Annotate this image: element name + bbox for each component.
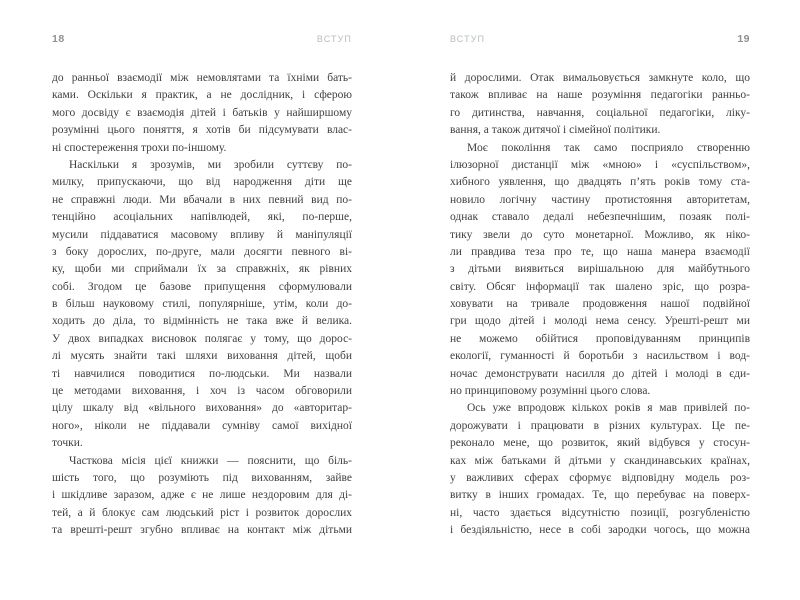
text-line: точки. <box>52 437 83 450</box>
text-line: го дитинства, навчання, соціальної педагогіки, ліку- <box>450 106 750 119</box>
paragraph <box>450 70 750 140</box>
text-line: ілюзорної дистанції між «мною» і «суспільством», <box>450 158 750 171</box>
page-left <box>52 33 352 600</box>
paragraph <box>450 140 750 401</box>
text-line: Наскільки я зрозумів, ми зробили суттєву по- <box>69 158 352 171</box>
text-line: ні спостереження трохи по-іншому. <box>52 141 227 154</box>
text-line: ку, щоби ми сприймали їх за справжніх, як рівних <box>52 263 352 276</box>
text-line: вання, а також дитячої і сімейної політики. <box>450 124 661 137</box>
text-line: реконало мене, що розвиток, який відбувся у стосун- <box>450 437 750 450</box>
text-line: екології, гуманності й боротьби з насильством і вод- <box>450 350 750 363</box>
text-line: і шкідливе заразом, адже є не лише нездоровим для ді- <box>52 489 352 502</box>
text-line: ного», ніколи не піддавали сумніву самої вихідної <box>52 419 352 432</box>
text-line: гри щодо дітей і молоді нема сенсу. Урешті-решт ми <box>450 315 750 328</box>
text-line: мого досвіду є взаємодія дітей і батьків у найширшому <box>52 106 352 119</box>
text-line: тей, а й блокує сам людський ріст і розвиток дорослих <box>52 506 352 519</box>
paragraph <box>450 400 750 539</box>
text-line: дорожувати і працювати в різних культурах. Це пе- <box>450 419 750 432</box>
text-line: ходить до діла, то відмінність не така вже й велика. <box>52 315 352 328</box>
text-line: ли правдива теза про те, що наша манера взаємодії <box>450 245 750 258</box>
page-number: 18 <box>52 33 65 45</box>
text-line: но принциповому розумінні цього слова. <box>450 385 651 398</box>
text-line: собі. Згодом це базове припущення сформулювали <box>52 280 352 293</box>
text-line: розумінні цього поняття, я хотів би підсумувати влас- <box>52 124 352 137</box>
text-line: ті навчилися поводитися по-людськи. Ми назвали <box>52 367 352 380</box>
text-line: ками. Оскільки я практик, а не дослідник, і сферою <box>52 89 352 102</box>
text-line: милку, припускаючи, що від народження діти ще <box>52 176 352 189</box>
running-head: ВСТУП <box>450 34 486 44</box>
text-line: також впливає на наше розуміння педагогіки ранньо- <box>450 89 750 102</box>
paragraph <box>52 453 352 540</box>
text-line: і бездіяльністю, несе в собі зародки чогось, що можна <box>450 524 750 537</box>
text-line: лі мусять знайти такі шляхи виховання дітей, щоби <box>52 350 352 363</box>
text-line: світу. Обсяг інформації так шалено зріс, що розра- <box>450 280 750 293</box>
page-right <box>450 33 750 600</box>
text-line: ках між батьками й дітьми у скандинавських країнах, <box>450 454 750 467</box>
paragraph <box>52 70 352 157</box>
text-line: до ранньої взаємодії між немовлятами та їхніми бать- <box>52 72 352 84</box>
text-line: тенційно асоціальних напівлюдей, які, по-перше, <box>52 211 352 224</box>
text-line: з дітьми виявиться вирішальною для майбутнього <box>450 263 750 276</box>
text-line: Ось уже впродовж кількох років я мав привілей по- <box>467 402 750 415</box>
text-line: тику звели до суто монетарної. Можливо, як ніко- <box>450 228 750 241</box>
paragraph <box>52 157 352 453</box>
text-line: У двох випадках висновок полягає у тому, що дорос- <box>52 332 352 345</box>
page-number: 19 <box>737 33 750 45</box>
text-line: витку в інших громадах. Те, що перебуває на поверх- <box>450 489 750 502</box>
text-line: з боку дорослих, по-друге, мали досягти певного ві- <box>52 245 352 258</box>
text-line: ховувати на тривале продовження нашої подвійної <box>450 298 750 311</box>
text-line: мусили піддаватися масовому впливу й маніпуляції <box>52 228 352 241</box>
text-line: новило логічну частину протистояння авторитетам, <box>450 193 750 206</box>
text-line: хибного уявлення, що двадцять п’ять років тому ста- <box>450 176 750 189</box>
text-line: цілу шкалу від «вільного виховання» до «авторитар- <box>52 402 352 415</box>
text-line: Часткова місія цієї книжки — пояснити, що біль- <box>69 454 352 467</box>
text-line: ночас демонструвати насилля до дітей і молоді в єди- <box>450 367 750 380</box>
text-line: Моє покоління так само посприяло створенню <box>467 141 750 154</box>
text-line: шість того, що розуміють під вихованням, зайве <box>52 471 352 484</box>
text-line: у важливих сферах сформує відповідну модель роз- <box>450 471 750 484</box>
page-body <box>52 70 352 540</box>
text-line: й дорослими. Отак вимальовується замкнуте коло, що <box>450 72 750 84</box>
page-body <box>450 70 750 540</box>
text-line: однак ставало дедалі небезпечнішим, позаяк полі- <box>450 211 750 224</box>
text-line: не справжні люди. Ми вбачали в них певний вид по- <box>52 193 352 206</box>
running-head: ВСТУП <box>316 34 352 44</box>
text-line: в більш науковому стилі, популярніше, утім, коли до- <box>52 298 352 311</box>
text-line: та врешті-решт згубно впливає на контакт між дітьми <box>52 524 352 537</box>
text-line: ні, часто здається відсутністю позиції, розгубленістю <box>450 506 750 519</box>
page-header <box>450 33 750 46</box>
text-line: не можемо обійтися проповідуванням принципів <box>450 332 750 345</box>
text-line: це методами виховання, і хоч із часом обговорили <box>52 385 352 398</box>
page-header <box>52 33 352 46</box>
